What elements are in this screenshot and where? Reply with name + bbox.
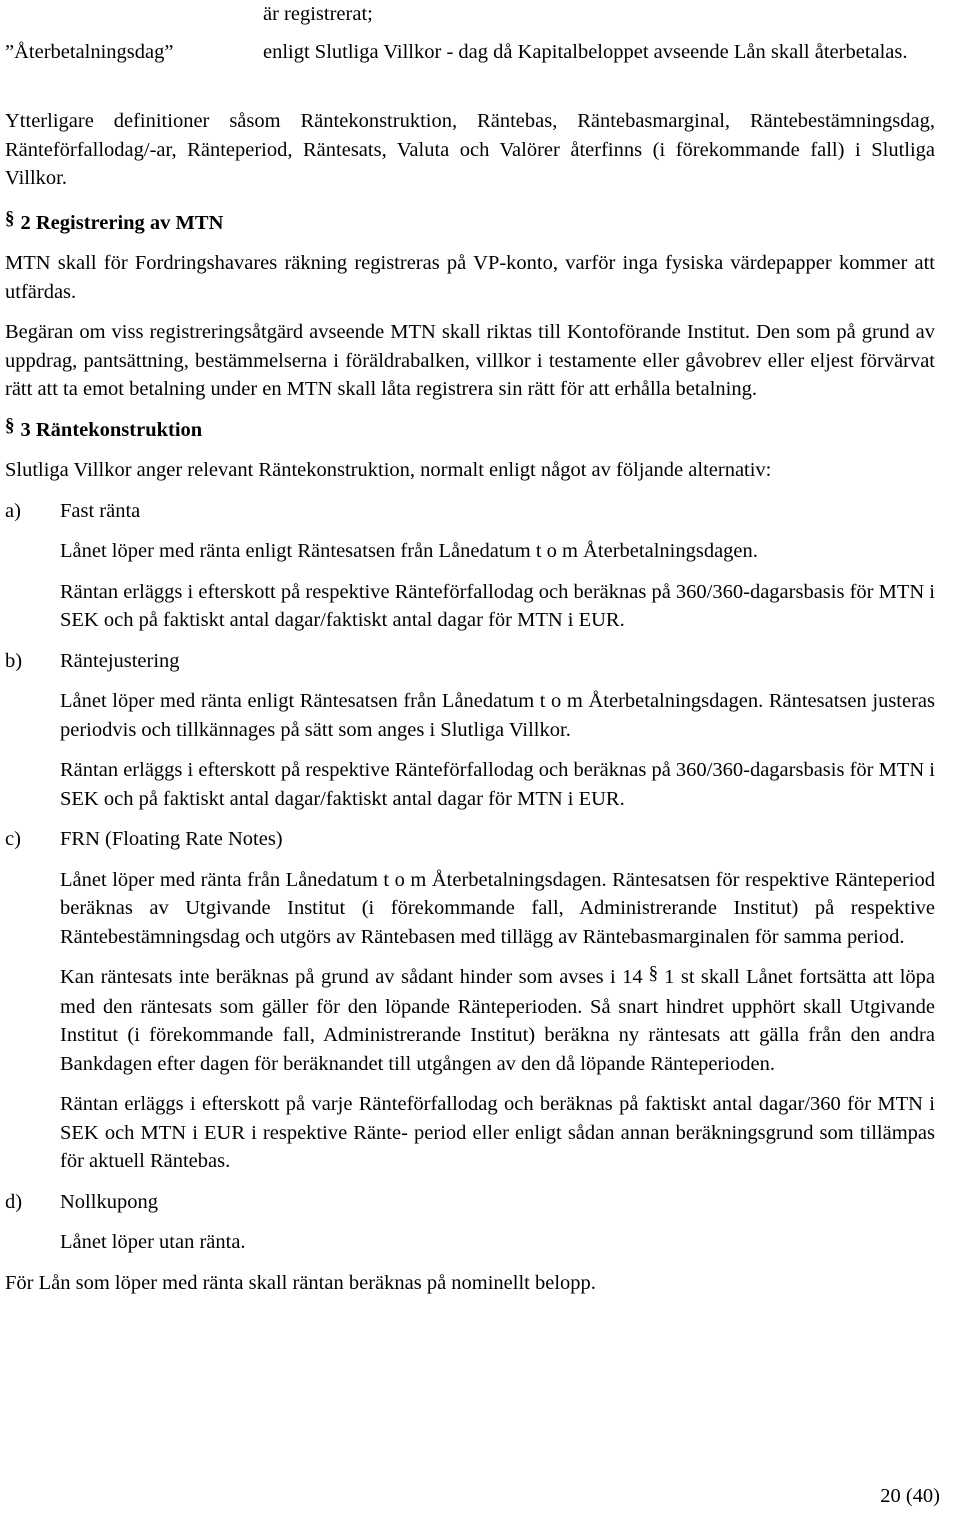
intro-paragraph: Ytterligare definitioner såsom Räntekonstruktion, Räntebas, Räntebasmarginal, Räntebestämningsdag, Ränteförfallodag/-ar, Ränteperiod, Räntesats, Valuta och Valörer återfinns (i förekommande fall) i Slutliga Villkor. — [5, 110, 935, 189]
section-symbol: § — [5, 207, 15, 229]
item-b-paragraph-1: Lånet löper med ränta enligt Räntesatsen från Lånedatum t o m Återbetalningsdagen. Räntesatsen justeras periodvis och tillkännages på sätt som anges i Slutliga Villkor. — [60, 690, 935, 741]
item-c-paragraph-1: Lånet löper med ränta från Lånedatum t o m Återbetalningsdagen. Räntesatsen för respektive Ränteperiod beräknas av Utgivande Institut (i förekommande fall, Administrerande Institut) på respektive Räntebestämningsdag och utgörs av Räntebasen med tillägg av Räntebasmarginalen för samma period. — [60, 868, 935, 948]
list-item-b — [5, 647, 935, 676]
section-heading-3 — [5, 416, 935, 445]
list-item-c — [5, 825, 935, 854]
list-item-letter: d) — [5, 1190, 23, 1213]
section-title: 3 Räntekonstruktion — [20, 418, 203, 441]
section-symbol: § — [5, 414, 15, 436]
list-item-letter: c) — [5, 828, 21, 850]
list-item-title: Räntejustering — [60, 649, 180, 672]
item-c-paragraph-2 — [60, 963, 935, 1078]
list-item-title: FRN (Floating Rate Notes) — [60, 828, 283, 850]
item-c-p2-after: 1 st skall Lånet fortsätta att löpa med den räntesats som gäller för den löpande Ränteperioden. Så snart hindret upphört skall Utgivande Institut (i förekommande fall, Administrerande Institut) beräkna ny räntesats att gälla från den andra Bankdagen efter dagen för beräknandet till utgången av den då löpande Ränteperioden. — [60, 966, 935, 1075]
definition-text: enligt Slutliga Villkor - dag då Kapitalbeloppet avseende Lån skall återbetalas. — [263, 41, 908, 63]
item-c-p2-before: Kan räntesats inte beräknas på grund av sådant hinder som avses i 14 — [60, 966, 643, 988]
page-number: 20 (40) — [880, 1485, 940, 1507]
list-item-letter: b) — [5, 649, 23, 672]
list-item-title: Nollkupong — [60, 1190, 158, 1213]
section-2-paragraph-2: Begäran om viss registreringsåtgärd avseende MTN skall riktas till Kontoförande Institut. Den som på grund av uppdrag, pantsättning, bestämmelserna i föräldrabalken, villkor i testamente eller gåvobrev eller eljest förvärvat rätt att ta emot betalning under en MTN skall låta registrera sin rätt för att erhålla betalning. — [5, 321, 935, 400]
list-item-d — [5, 1188, 935, 1217]
list-item-title: Fast ränta — [60, 499, 141, 522]
item-d-paragraph-1: Lånet löper utan ränta. — [60, 1231, 246, 1253]
definition-row-aterbetalningsdag — [5, 38, 935, 67]
definition-continuation: är registrerat; — [263, 3, 373, 25]
definition-term: ”Återbetalningsdag” — [5, 41, 174, 63]
item-c-paragraph-3: Räntan erläggs i efterskott på varje Ränteförfallodag och beräknas på faktiskt antal dagar/360 för MTN i SEK och MTN i EUR i respektive Ränte- period eller enligt sådan annan beräkningsgrund som tillämpas för aktuell Räntebas. — [60, 1093, 935, 1172]
closing-paragraph: För Lån som löper med ränta skall räntan beräknas på nominellt belopp. — [5, 1271, 596, 1294]
section-3-intro: Slutliga Villkor anger relevant Räntekonstruktion, normalt enligt något av följande alternativ: — [5, 459, 772, 481]
section-2-paragraph-1: MTN skall för Fordringshavares räkning registreras på VP-konto, varför inga fysiska värdepapper kommer att utfärdas. — [5, 252, 935, 303]
list-item-letter: a) — [5, 499, 21, 522]
list-item-a — [5, 497, 935, 526]
item-a-paragraph-2: Räntan erläggs i efterskott på respektive Ränteförfallodag och beräknas på 360/360-dagarsbasis för MTN i SEK och på faktiskt antal dagar/faktiskt antal dagar för MTN i EUR. — [60, 580, 935, 631]
section-symbol: § — [648, 963, 659, 984]
item-a-paragraph-1: Lånet löper med ränta enligt Räntesatsen från Lånedatum t o m Återbetalningsdagen. — [60, 540, 758, 562]
section-heading-2 — [5, 209, 935, 238]
item-b-paragraph-2: Räntan erläggs i efterskott på respektive Ränteförfallodag och beräknas på 360/360-dagarsbasis för MTN i SEK och på faktiskt antal dagar/faktiskt antal dagar för MTN i EUR. — [60, 759, 935, 810]
section-title: 2 Registrering av MTN — [20, 211, 224, 234]
